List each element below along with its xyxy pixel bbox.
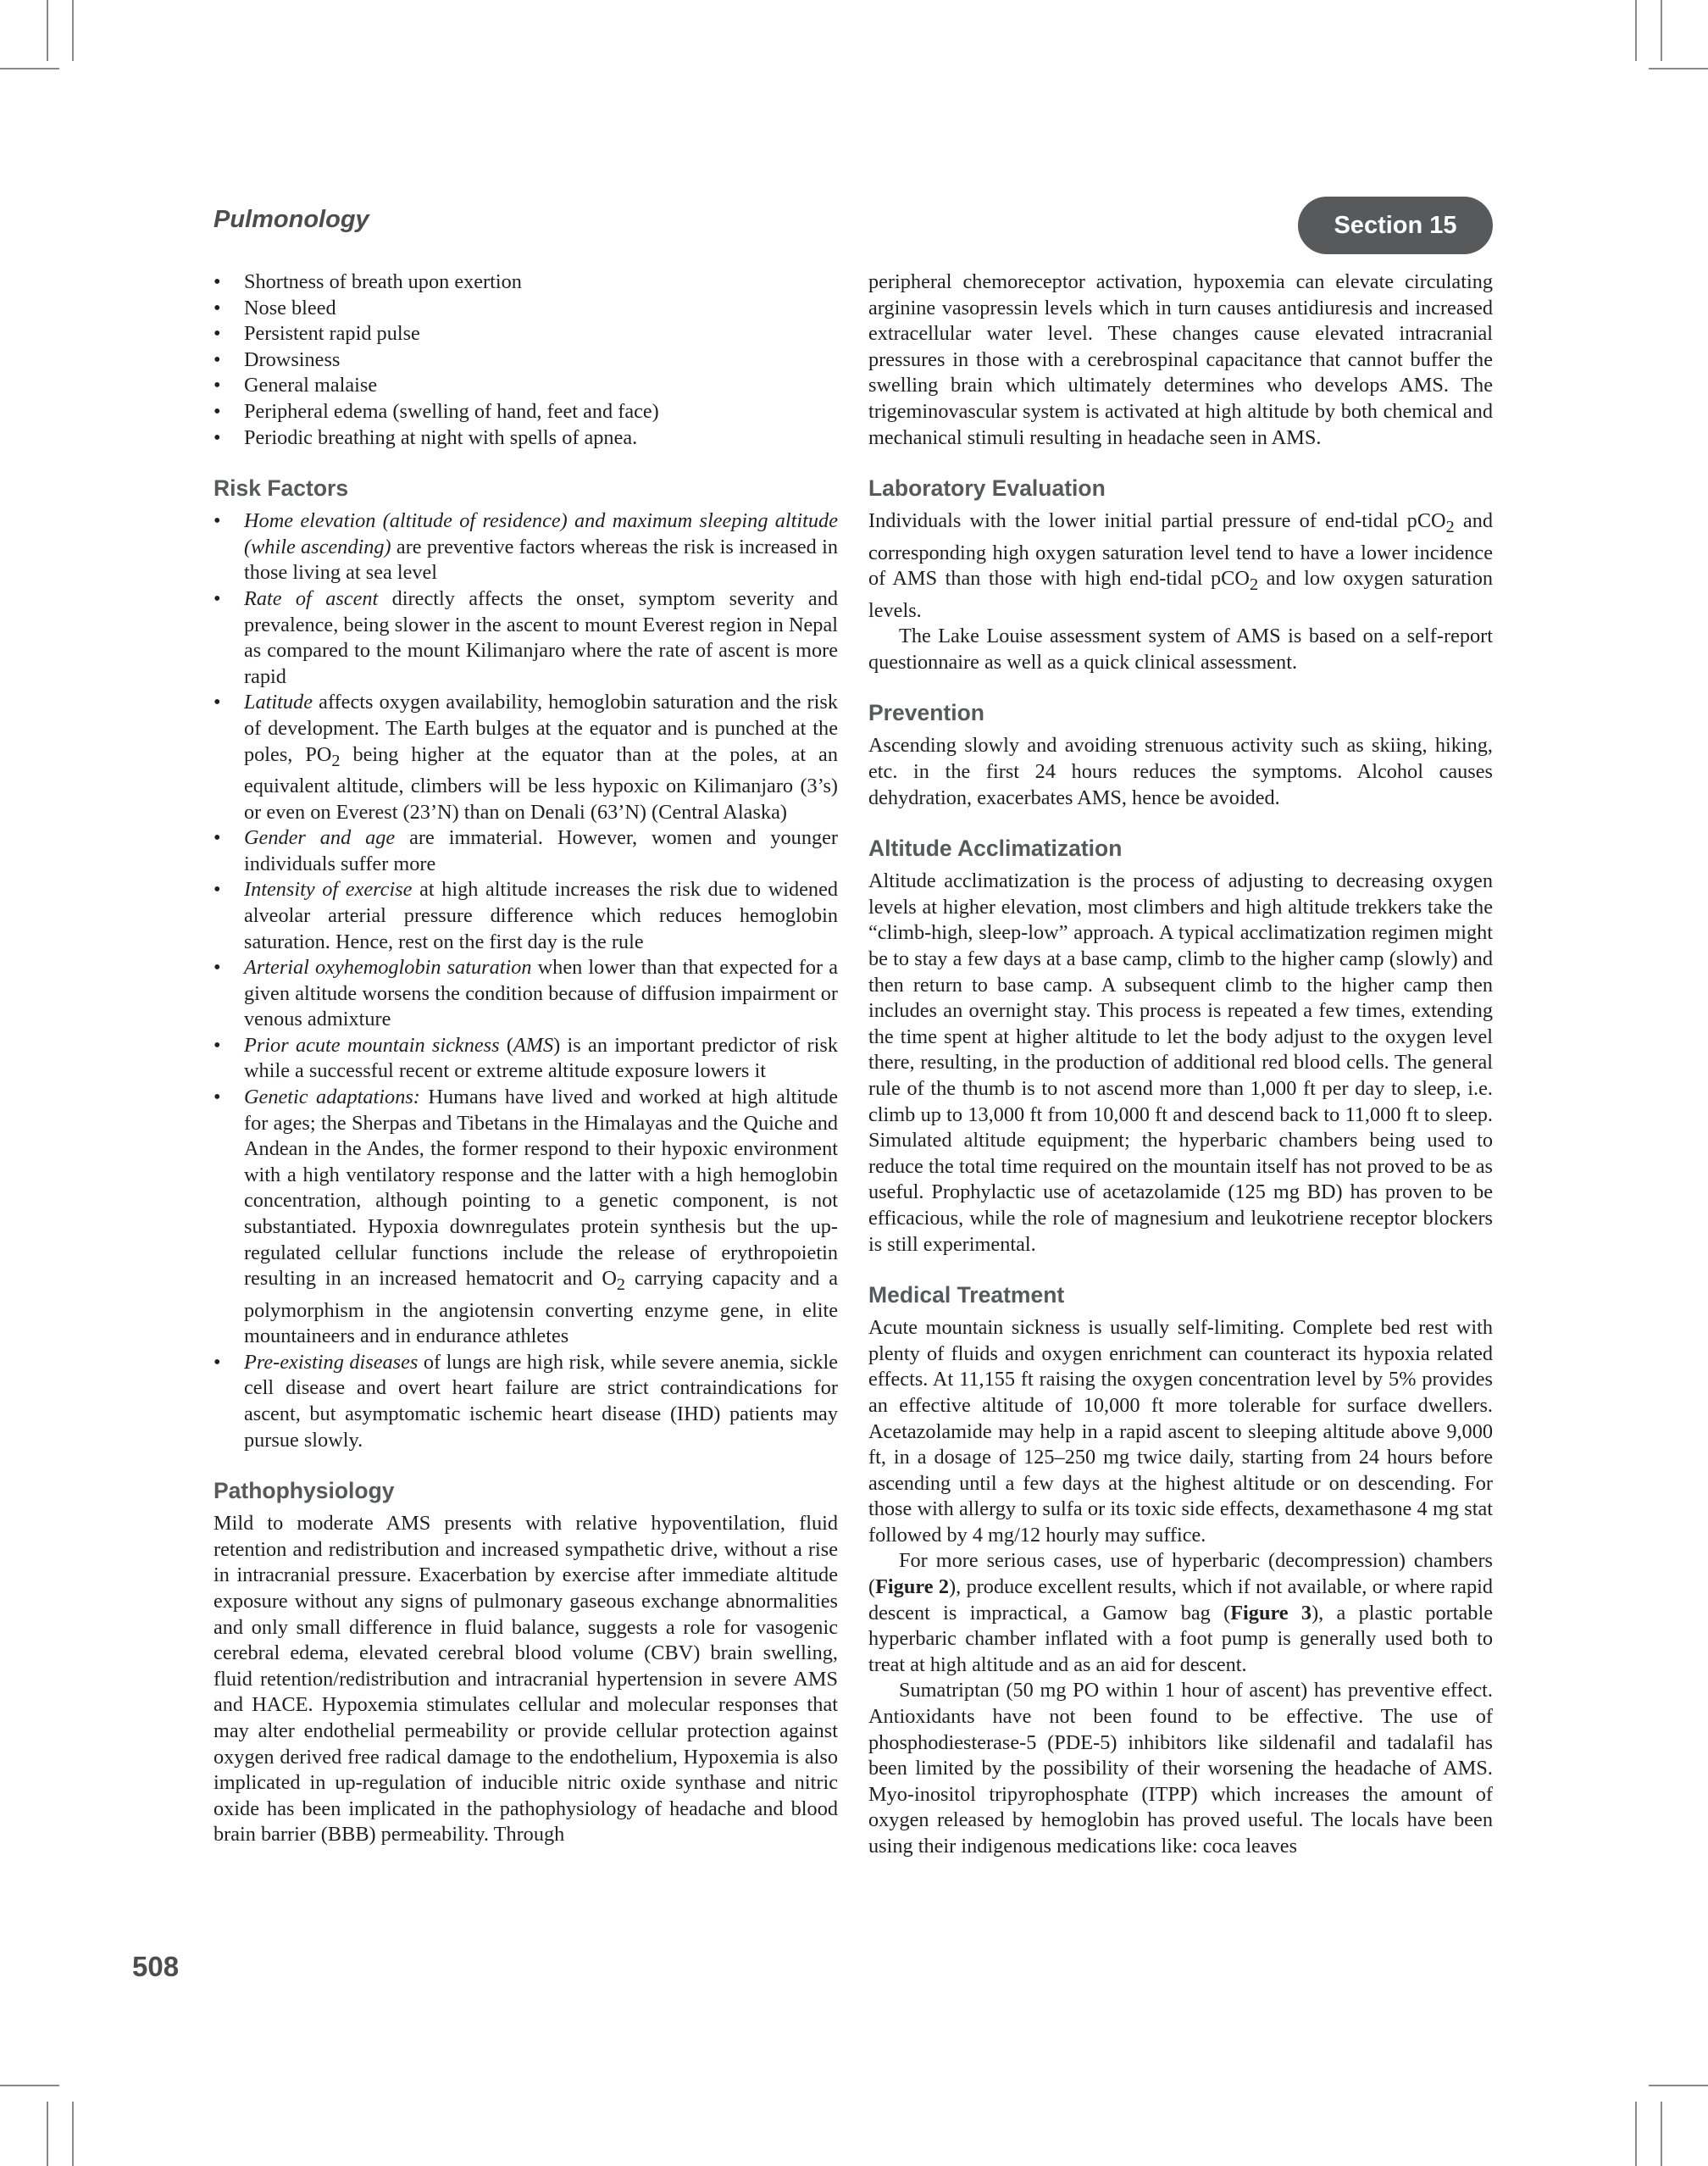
risk-factor-term: Pre-existing diseases [244, 1350, 419, 1374]
crop-mark [0, 2085, 59, 2086]
risk-factor-term: Arterial oxyhemoglobin saturation [244, 956, 532, 980]
figure-reference[interactable]: Figure 2 [875, 1575, 950, 1599]
section-heading: Medical Treatment [868, 1282, 1065, 1308]
list-item: • Latitude affects oxygen availability, hemoglobin saturation and the risk of development. The Earth bulges at the equator and is punched at the poles, $PO_2$ being higher at the equator than at the poles, at an equivalent altitude, climbers will be less hypoxic on Kilimanjaro (3’s) or even on Everest (23’N) than on Denali (63’N) (Central Alaska) [214, 690, 838, 825]
paragraph: Mild to moderate AMS presents with relative hypoventilation, fluid retention and redistribution and increased sympathetic drive, without a rise in intracranial pressure. Exacerbation by exercise after immediate altitude exposure without any signs of pulmonary gaseous exchange abnormalities and only small difference in fluid balance, suggests a role for vasogenic cerebral edema, elevated cerebral blood volume (CBV) brain swelling, fluid retention/redistribution and intracranial hypertension in severe AMS and HACE. Hypoxemia stimulates cellular and molecular responses that may alter endothelial permeability or provide cellular protection against oxygen derived free radical damage to the endothelium, Hypoxemia is also implicated in up-regulation of inducible nitric oxide synthase and nitric oxide has been implicated in the pathophysiology of headache and blood brain barrier (BBB) permeability. Through [214, 1512, 838, 1847]
figure-reference[interactable]: Figure 3 [1230, 1601, 1312, 1624]
crop-mark [1661, 0, 1662, 61]
list-item: • Periodic breathing at night with spells of apnea. [214, 425, 838, 452]
risk-factor-list [214, 508, 838, 1453]
page-number: 508 [132, 1951, 180, 1982]
crop-mark [1649, 2085, 1708, 2086]
list-item: • Gender and age are immaterial. However, women and younger individuals suffer more [214, 825, 838, 877]
paragraph: The Lake Louise assessment system of AMS is based on a self-report questionnaire as well as a quick clinical assessment. [868, 625, 1493, 674]
paragraph: For more serious cases, use of hyperbaric (decompression) chambers (Figure 2), produce excellent results, which if not available, or where rapid descent is impractical, a Gamow bag (Figure 3), a plastic portable hyperbaric chamber inflated with a foot pump is generally used both to treat at high altitude and as an aid for descent. [868, 1549, 1493, 1676]
list-item: • Genetic adaptations: Humans have lived and worked at high altitude for ages; the Sherpas and Tibetans in the Himalayas and the Quiche and Andean in the Andes, the former respond to their hypoxic environment with a high ventilatory response and the latter with a high hemoglobin concentration, although pointing to a genetic component, is not substantiated. Hypoxia downregulates protein synthesis but the up-regulated cellular functions include the release of erythropoietin resulting in an increased hematocrit and $O_2$ carrying capacity and a polymorphism in the angiotensin converting enzyme gene, in elite mountaineers and in endurance athletes [214, 1085, 838, 1350]
list-item: • Peripheral edema (swelling of hand, feet and face) [214, 399, 838, 425]
list-item: • Shortness of breath upon exertion [214, 269, 838, 296]
list-item: • Prior acute mountain sickness (AMS) is an important predictor of risk while a successful recent or extreme altitude exposure lowers it [214, 1033, 838, 1085]
running-head: Pulmonology [214, 206, 369, 233]
list-item: • General malaise [214, 373, 838, 399]
paragraph: Ascending slowly and avoiding strenuous activity such as skiing, hiking, etc. in the first 24 hours reduces the symptoms. Alcohol causes dehydration, exacerbates AMS, hence be avoided. [868, 734, 1493, 809]
list-item: • Drowsiness [214, 347, 838, 374]
risk-factor-term: Gender and age [244, 826, 396, 850]
crop-mark [1661, 2102, 1662, 2166]
list-item: • Intensity of exercise at high altitude increases the risk due to widened alveolar arterial pressure difference which reduces hemoglobin saturation. Hence, rest on the first day is the rule [214, 877, 838, 955]
risk-factor-term: Latitude [244, 691, 313, 714]
section-badge: Section 15 [1298, 197, 1493, 254]
crop-mark [1635, 0, 1637, 61]
crop-mark [72, 0, 74, 61]
crop-mark [72, 2102, 74, 2166]
symptom-list [214, 269, 838, 451]
paragraph: Altitude acclimatization is the process of adjusting to decreasing oxygen levels at higher elevation, most climbers and high altitude trekkers take the “climb-high, sleep-low” approach. A typical acclimatization regimen might be to stay a few days at a base camp, climb to the higher camp (slowly) and then return to base camp. A subsequent climb to the higher camp then includes an overnight stay. This process is repeated a few times, extending the time spent at higher altitude to let the body adjust to the oxygen level there, resulting, in the production of additional red blood cells. The general rule of the thumb is to not ascend more than 1,000 ft per day to sleep, i.e. climb up to 13,000 ft from 10,000 ft and descend back to 11,000 ft to sleep. Simulated altitude equipment; the hyperbaric chambers being used to reduce the total time required on the mountain itself has not proved to be as useful. Prophylactic use of acetazolamide (125 mg BD) has proven to be efficacious, while the role of magnesium and leukotriene receptor blockers is still experimental. [868, 869, 1493, 1256]
crop-mark [47, 2102, 48, 2166]
left-column [214, 269, 838, 1848]
right-column [868, 269, 1493, 1860]
crop-mark [0, 68, 59, 69]
section-heading: Laboratory Evaluation [868, 475, 1106, 502]
risk-factor-term: Genetic adaptations: [244, 1086, 420, 1109]
list-item: • Home elevation (altitude of residence) and maximum sleeping altitude (while ascending) are preventive factors whereas the risk is increased in those living at sea level [214, 508, 838, 586]
section-heading: Pathophysiology [214, 1478, 395, 1504]
list-item: • Rate of ascent directly affects the onset, symptom severity and prevalence, being slower in the ascent to mount Everest region in Nepal as compared to the mount Kilimanjaro where the rate of ascent is more rapid [214, 586, 838, 690]
risk-factor-term: Prior acute mountain sickness [244, 1033, 500, 1057]
risk-factor-term: Rate of ascent [244, 586, 379, 610]
crop-mark [47, 0, 48, 61]
paragraph: peripheral chemoreceptor activation, hypoxemia can elevate circulating arginine vasopressin levels which in turn causes antidiuresis and increased extracellular water level. These changes cause elevated intracranial pressures in those with a cerebrospinal capacitance that cannot buffer the swelling brain which ultimately determines who develops AMS. The trigeminovascular system is activated at high altitude by both chemical and mechanical stimuli resulting in headache seen in AMS. [868, 270, 1493, 449]
crop-mark [1635, 2102, 1637, 2166]
section-heading: Prevention [868, 700, 984, 726]
section-heading: Altitude Acclimatization [868, 836, 1123, 862]
risk-factor-term: Home elevation (altitude of residence) and maximum sleeping altitude (while ascending) [244, 509, 838, 558]
risk-factor-term: Intensity of exercise [244, 878, 413, 902]
list-item: • Persistent rapid pulse [214, 321, 838, 347]
list-item: • Nose bleed [214, 296, 838, 322]
list-item: • Pre-existing diseases of lungs are high risk, while severe anemia, sickle cell disease and overt heart failure are strict contraindications for ascent, but asymptomatic ischemic heart disease (IHD) patients may pursue slowly. [214, 1350, 838, 1453]
paragraph: Acute mountain sickness is usually self-limiting. Complete bed rest with plenty of fluids and oxygen enrichment can counteract its hypoxia related effects. At 11,155 ft raising the oxygen concentration level by 5% provides an effective altitude of 10,000 ft more tolerable for surface dwellers. Acetazolamide may help in a rapid ascent to sleeping altitude above 9,000 ft, in a dosage of 125–250 mg twice daily, starting from 24 hours before ascending until a few days at the highest altitude or on descending. For those with allergy to sulfa or its toxic side effects, dexamethasone 4 mg stat followed by 4 mg/12 hourly may suffice. [868, 1316, 1493, 1547]
crop-mark [1649, 68, 1708, 69]
paragraph: Individuals with the lower initial partial pressure of end-tidal pCO$_2$ and corresponding high oxygen saturation level tend to have a lower incidence of AMS than those with high end-tidal pCO$_2$ and low oxygen saturation levels. [868, 509, 1494, 622]
paragraph: Sumatriptan (50 mg PO within 1 hour of ascent) has preventive effect. Antioxidants have not been found to be effective. The use of phosphodiesterase-5 (PDE-5) inhibitors like sildenafil and tadalafil has been limited by the possibility of their worsening the headache of AMS. Myo-inositol tripyrophosphate (ITPP) which increases the amount of oxygen released by hemoglobin has proved useful. The locals have been using their indigenous medications like: coca leaves [868, 1679, 1493, 1858]
list-item: • Arterial oxyhemoglobin saturation when lower than that expected for a given altitude worsens the condition because of diffusion impairment or venous admixture [214, 955, 838, 1033]
section-heading: Risk Factors [214, 475, 349, 502]
